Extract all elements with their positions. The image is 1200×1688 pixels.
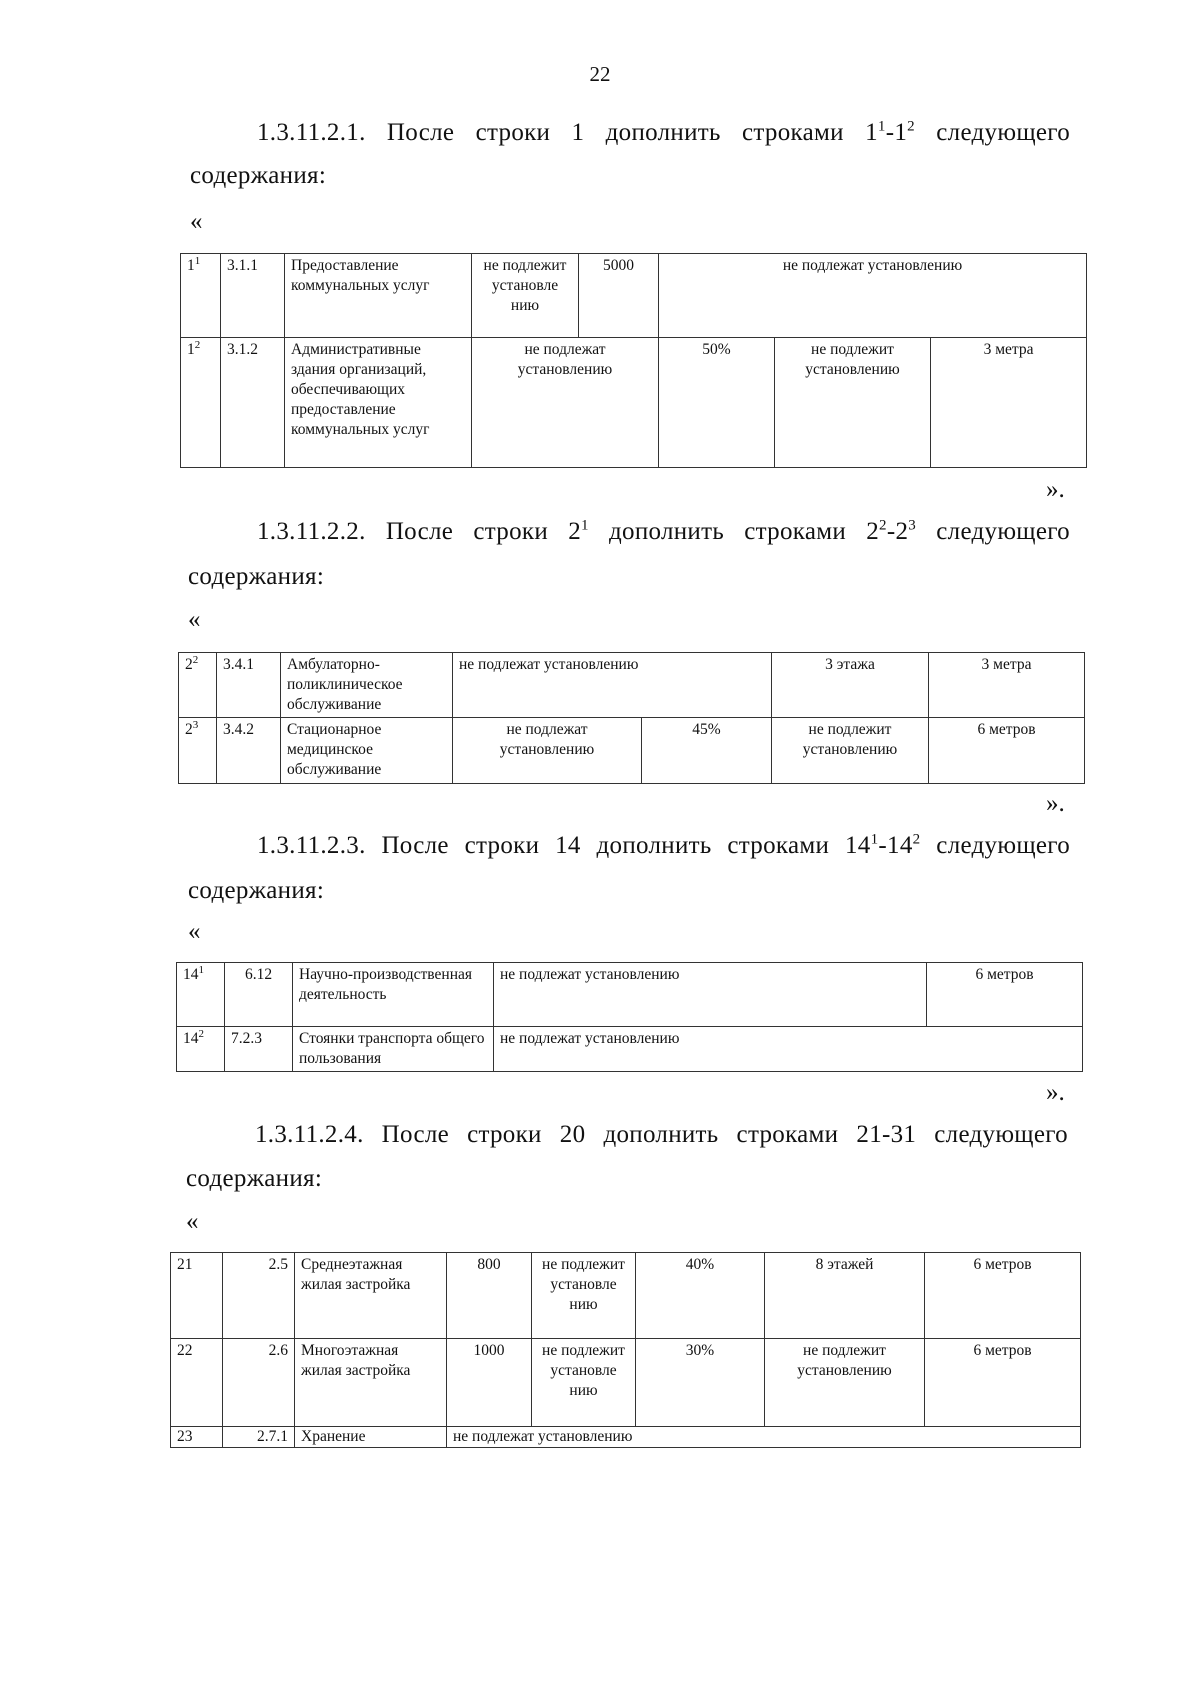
row-area-merged: не подлежат установлению <box>472 338 659 468</box>
paragraph-1-line1: 1.3.11.2.1. После строки 1 дополнить строками $1^1-1^2$ следующего <box>257 118 1070 146</box>
table-row <box>177 1027 1083 1072</box>
row-merged-params: не подлежат установлению <box>494 1027 1083 1072</box>
paragraph-4-line1: 1.3.11.2.4. После строки 20 дополнить строками 21-31 следующего <box>255 1121 1068 1148</box>
row-floors: не подлежит установлению <box>765 1339 925 1427</box>
table-row <box>171 1427 1081 1448</box>
row-setback: 3 метра <box>929 653 1085 718</box>
row-code: 3.4.1 <box>217 653 281 718</box>
open-quote-3: « <box>188 918 201 945</box>
amendment-table-1 <box>180 253 1087 468</box>
row-code: 2.7.1 <box>223 1427 295 1448</box>
row-number: $1^2$ <box>181 338 221 468</box>
row-setback: 6 метров <box>925 1339 1081 1427</box>
open-quote-4: « <box>186 1208 199 1235</box>
row-min-area: не подлежит установле нию <box>472 254 579 338</box>
row-coverage: 40% <box>636 1253 765 1339</box>
paragraph-4-line2: содержания: <box>186 1165 323 1192</box>
table-row <box>181 254 1087 338</box>
row-name: Научно-производственная деятельность <box>293 963 494 1027</box>
row-area-merged: не подлежат установлению <box>453 718 642 784</box>
table-row <box>179 653 1085 718</box>
row-merged-params: не подлежат установлению <box>447 1427 1081 1448</box>
row-setback: 6 метров <box>925 1253 1081 1339</box>
close-quote-1: ». <box>1046 476 1065 503</box>
row-name: Административные здания организаций, обеспечивающих предоставление коммунальных услуг <box>285 338 472 468</box>
row-name: Предоставление коммунальных услуг <box>285 254 472 338</box>
row-name: Хранение <box>295 1427 447 1448</box>
table-row <box>179 718 1085 784</box>
row-floors: 3 этажа <box>772 653 929 718</box>
amendment-table-2 <box>178 652 1085 784</box>
row-floors: 8 этажей <box>765 1253 925 1339</box>
paragraph-2-line2: содержания: <box>188 563 325 590</box>
row-name: Амбулаторно-поликлиническое обслуживание <box>281 653 453 718</box>
row-code: 2.6 <box>223 1339 295 1427</box>
paragraph-3-line2: содержания: <box>188 877 325 904</box>
row-min-area: 1000 <box>447 1339 532 1427</box>
row-coverage: 45% <box>642 718 772 784</box>
close-quote-3: ». <box>1046 1079 1065 1106</box>
open-quote-2: « <box>188 606 201 633</box>
row-code: 3.1.2 <box>221 338 285 468</box>
amendment-table-3 <box>176 962 1083 1072</box>
row-code: 6.12 <box>225 963 293 1027</box>
table-row <box>181 338 1087 468</box>
row-number: $1^1$ <box>181 254 221 338</box>
row-max-area: 5000 <box>579 254 659 338</box>
row-code: 7.2.3 <box>225 1027 293 1072</box>
row-setback: 6 метров <box>927 963 1083 1027</box>
row-floors: не подлежит установлению <box>775 338 931 468</box>
row-code: 3.4.2 <box>217 718 281 784</box>
table-row <box>171 1339 1081 1427</box>
row-max-area: не подлежит установле нию <box>532 1253 636 1339</box>
row-merged-params: не подлежат установлению <box>453 653 772 718</box>
row-coverage: 50% <box>659 338 775 468</box>
row-number: 23 <box>171 1427 223 1448</box>
row-max-area: не подлежит установле нию <box>532 1339 636 1427</box>
row-code: 2.5 <box>223 1253 295 1339</box>
table-row <box>171 1253 1081 1339</box>
row-floors: не подлежит установлению <box>772 718 929 784</box>
row-setback: 3 метра <box>931 338 1087 468</box>
row-name: Среднеэтажная жилая застройка <box>295 1253 447 1339</box>
paragraph-1-line2: содержания: <box>190 162 327 189</box>
row-merged-params: не подлежат установлению <box>659 254 1087 338</box>
row-setback: 6 метров <box>929 718 1085 784</box>
paragraph-3-line1: 1.3.11.2.3. После строки 14 дополнить строками $14^1-14^2$ следующего <box>257 831 1071 859</box>
row-number: $2^3$ <box>179 718 217 784</box>
row-number: $14^1$ <box>177 963 225 1027</box>
paragraph-2-line1: 1.3.11.2.2. После строки $2^1$ дополнить строками $2^2-2^3$ следующего <box>257 517 1070 545</box>
row-number: $14^2$ <box>177 1027 225 1072</box>
row-code: 3.1.1 <box>221 254 285 338</box>
table-row <box>177 963 1083 1027</box>
row-coverage: 30% <box>636 1339 765 1427</box>
row-name: Стоянки транспорта общего пользования <box>293 1027 494 1072</box>
open-quote-1: « <box>190 208 203 235</box>
amendment-table-4 <box>170 1252 1081 1448</box>
row-merged-params: не подлежат установлению <box>494 963 927 1027</box>
row-number: $2^2$ <box>179 653 217 718</box>
close-quote-2: ». <box>1046 790 1065 817</box>
row-number: 21 <box>171 1253 223 1339</box>
row-name: Стационарное медицинское обслуживание <box>281 718 453 784</box>
row-min-area: 800 <box>447 1253 532 1339</box>
page-number: 22 <box>589 62 611 86</box>
row-name: Многоэтажная жилая застройка <box>295 1339 447 1427</box>
row-number: 22 <box>171 1339 223 1427</box>
